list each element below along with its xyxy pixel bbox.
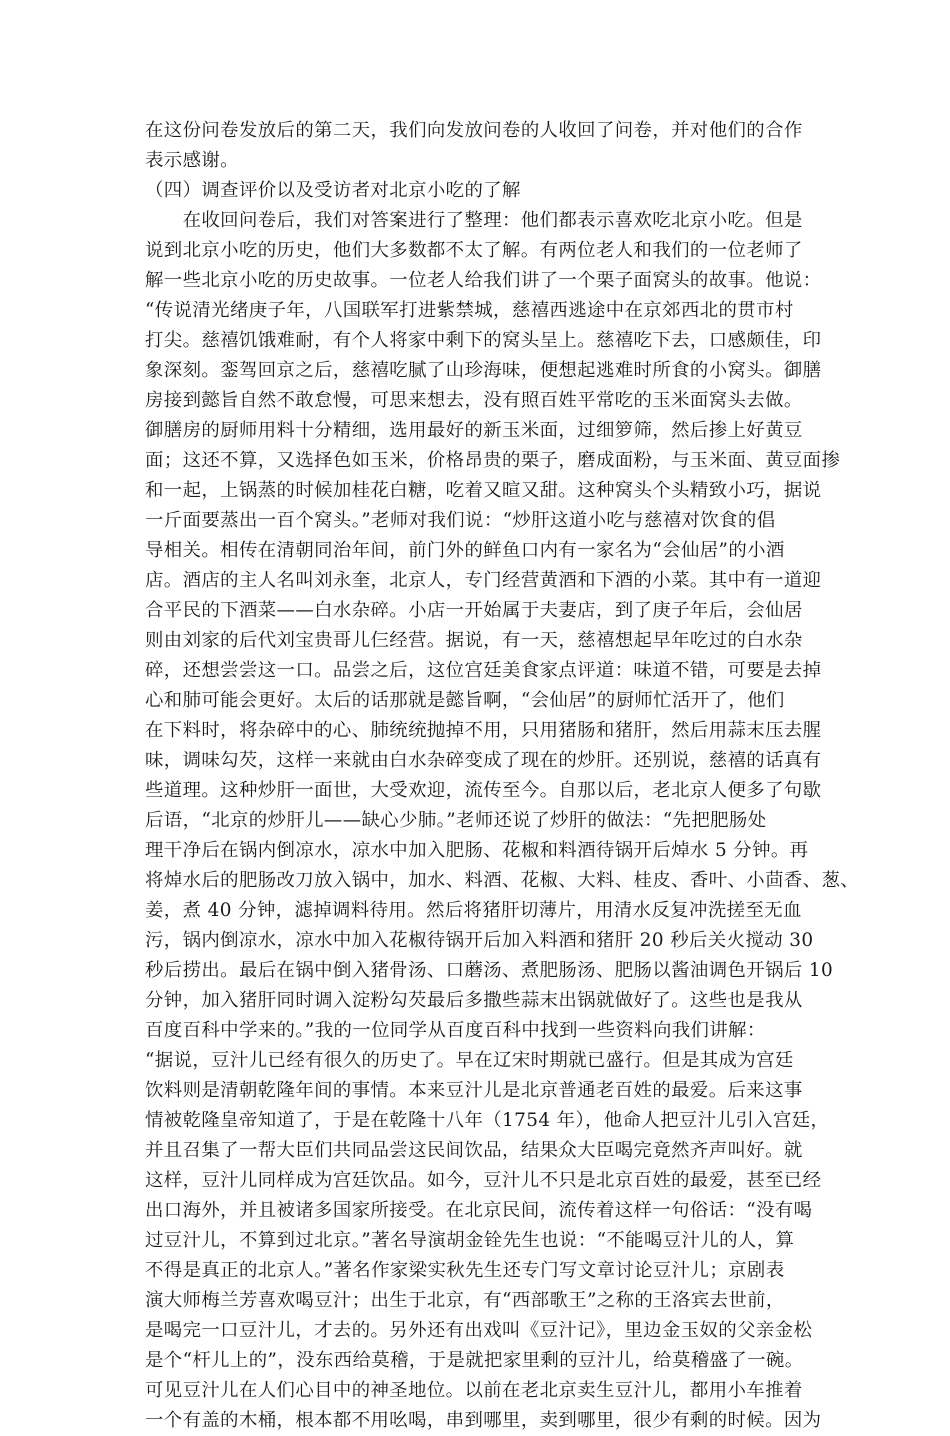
text-line: 表示感谢。 (145, 150, 239, 171)
text-line: 理干净后在锅内倒凉水，凉水中加入肥肠、花椒和料酒待锅开后焯水 5 分钟。再 (145, 840, 809, 861)
text-line: 些道理。这种炒肝一面世，大受欢迎，流传至今。自那以后，老北京人便多了句歇 (145, 780, 822, 801)
text-line: 是个“杆儿上的”，没东西给莫稽，于是就把家里剩的豆汁儿，给莫稽盛了一碗。 (145, 1350, 804, 1371)
text-line: 百度百科中学来的。”我的一位同学从百度百科中找到一些资料向我们讲解： (145, 1020, 766, 1041)
text-line: 店。酒店的主人名叫刘永奎，北京人，专门经营黄酒和下酒的小菜。其中有一道迎 (145, 570, 822, 591)
text-line: 可见豆汁儿在人们心目中的神圣地位。以前在老北京卖生豆汁儿，都用小车推着 (145, 1380, 803, 1401)
text-line: “传说清光绪庚子年，八国联军打进紫禁城，慈禧西逃途中在京郊西北的贯市村 (145, 300, 794, 321)
text-line: 御膳房的厨师用料十分精细，选用最好的新玉米面，过细箩筛，然后掺上好黄豆 (145, 420, 803, 441)
section-heading: （四）调查评价以及受访者对北京小吃的了解 (145, 180, 521, 201)
text-line: 味，调味勾芡，这样一来就由白水杂碎变成了现在的炒肝。还别说，慈禧的话真有 (145, 750, 822, 771)
text-line: 分钟，加入猪肝同时调入淀粉勾芡最后多撒些蒜末出锅就做好了。这些也是我从 (145, 990, 803, 1011)
text-line: 后语，“北京的炒肝儿——缺心少肺。”老师还说了炒肝的做法：“先把肥肠处 (145, 810, 767, 831)
text-line: 演大师梅兰芳喜欢喝豆汁；出生于北京，有“西部歌王”之称的王洛宾去世前， (145, 1290, 785, 1311)
text-line: 并且召集了一帮大臣们共同品尝这民间饮品，结果众大臣喝完竟然齐声叫好。就 (145, 1140, 803, 1161)
text-line: 说到北京小吃的历史，他们大多数都不太了解。有两位老人和我们的一位老师了 (145, 240, 803, 261)
text-line: 过豆汁儿，不算到过北京。”著名导演胡金铨先生也说：“不能喝豆汁儿的人，算 (145, 1230, 795, 1251)
text-line: “据说，豆汁儿已经有很久的历史了。早在辽宋时期就已盛行。但是其成为宫廷 (145, 1050, 794, 1071)
text-line: 心和肺可能会更好。太后的话那就是懿旨啊，“会仙居”的厨师忙活开了，他们 (145, 690, 785, 711)
text-line: 碎，还想尝尝这一口。品尝之后，这位宫廷美食家点评道：味道不错，可要是去掉 (145, 660, 822, 681)
text-line: 合平民的下酒菜——白水杂碎。小店一开始属于夫妻店，到了庚子年后，会仙居 (145, 600, 803, 621)
text-line: 一个有盖的木桶，根本都不用吆喝，串到哪里，卖到哪里，很少有剩的时候。因为 (145, 1410, 822, 1431)
text-line: 情被乾隆皇帝知道了，于是在乾隆十八年（1754 年），他命人把豆汁儿引入宫廷， (145, 1110, 830, 1131)
text-line: 姜，煮 40 分钟，滤掉调料待用。然后将猪肝切薄片，用清水反复冲洗搓至无血 (145, 900, 802, 921)
text-line: 打尖。慈禧饥饿难耐，有个人将家中剩下的窝头呈上。慈禧吃下去，口感颇佳，印 (145, 330, 822, 351)
text-line: 在这份问卷发放后的第二天，我们向发放问卷的人收回了问卷，并对他们的合作 (145, 120, 803, 141)
text-line: 和一起，上锅蒸的时候加桂花白糖，吃着又暄又甜。这种窝头个头精致小巧，据说 (145, 480, 822, 501)
text-line: 面；这还不算，又选择色如玉米，价格昂贵的栗子，磨成面粉，与玉米面、黄豆面掺 (145, 450, 841, 471)
text-line: 这样，豆汁儿同样成为宫廷饮品。如今，豆汁儿不只是北京百姓的最爱，甚至已经 (145, 1170, 822, 1191)
text-line: 房接到懿旨自然不敢怠慢，可思来想去，没有照百姓平常吃的玉米面窝头去做。 (145, 390, 803, 411)
text-line: 在下料时，将杂碎中的心、肺统统抛掉不用，只用猪肠和猪肝，然后用蒜末压去腥 (145, 720, 822, 741)
text-line: 在收回问卷后，我们对答案进行了整理：他们都表示喜欢吃北京小吃。但是 (145, 210, 803, 231)
text-line: 象深刻。銮驾回京之后，慈禧吃腻了山珍海味，便想起逃难时所食的小窝头。御膳 (145, 360, 822, 381)
text-line: 出口海外，并且被诸多国家所接受。在北京民间，流传着这样一句俗话：“没有喝 (145, 1200, 813, 1221)
text-line: 将焯水后的肥肠改刀放入锅中，加水、料酒、花椒、大料、桂皮、香叶、小茴香、葱、 (145, 870, 860, 891)
text-line: 饮料则是清朝乾隆年间的事情。本来豆汁儿是北京普通老百姓的最爱。后来这事 (145, 1080, 803, 1101)
text-line: 污，锅内倒凉水，凉水中加入花椒待锅开后加入料酒和猪肝 20 秒后关火搅动 30 (145, 930, 814, 951)
text-line: 不得是真正的北京人。”著名作家梁实秋先生还专门写文章讨论豆汁儿；京剧表 (145, 1260, 785, 1281)
document-body (145, 116, 860, 1436)
text-line: 一斤面要蒸出一百个窝头。”老师对我们说：“炒肝这道小吃与慈禧对饮食的倡 (145, 510, 776, 531)
text-line: 秒后捞出。最后在锅中倒入猪骨汤、口蘑汤、煮肥肠汤、肥肠以酱油调色开锅后 10 (145, 960, 834, 981)
text-line: 是喝完一口豆汁儿，才去的。另外还有出戏叫《豆汁记》，里边金玉奴的父亲金松 (145, 1320, 813, 1341)
text-line: 则由刘家的后代刘宝贵哥儿仨经营。据说，有一天，慈禧想起早年吃过的白水杂 (145, 630, 803, 651)
text-line: 导相关。相传在清朝同治年间，前门外的鲜鱼口内有一家名为“会仙居”的小酒 (145, 540, 785, 561)
text-line: 解一些北京小吃的历史故事。一位老人给我们讲了一个栗子面窝头的故事。他说： (145, 270, 822, 291)
